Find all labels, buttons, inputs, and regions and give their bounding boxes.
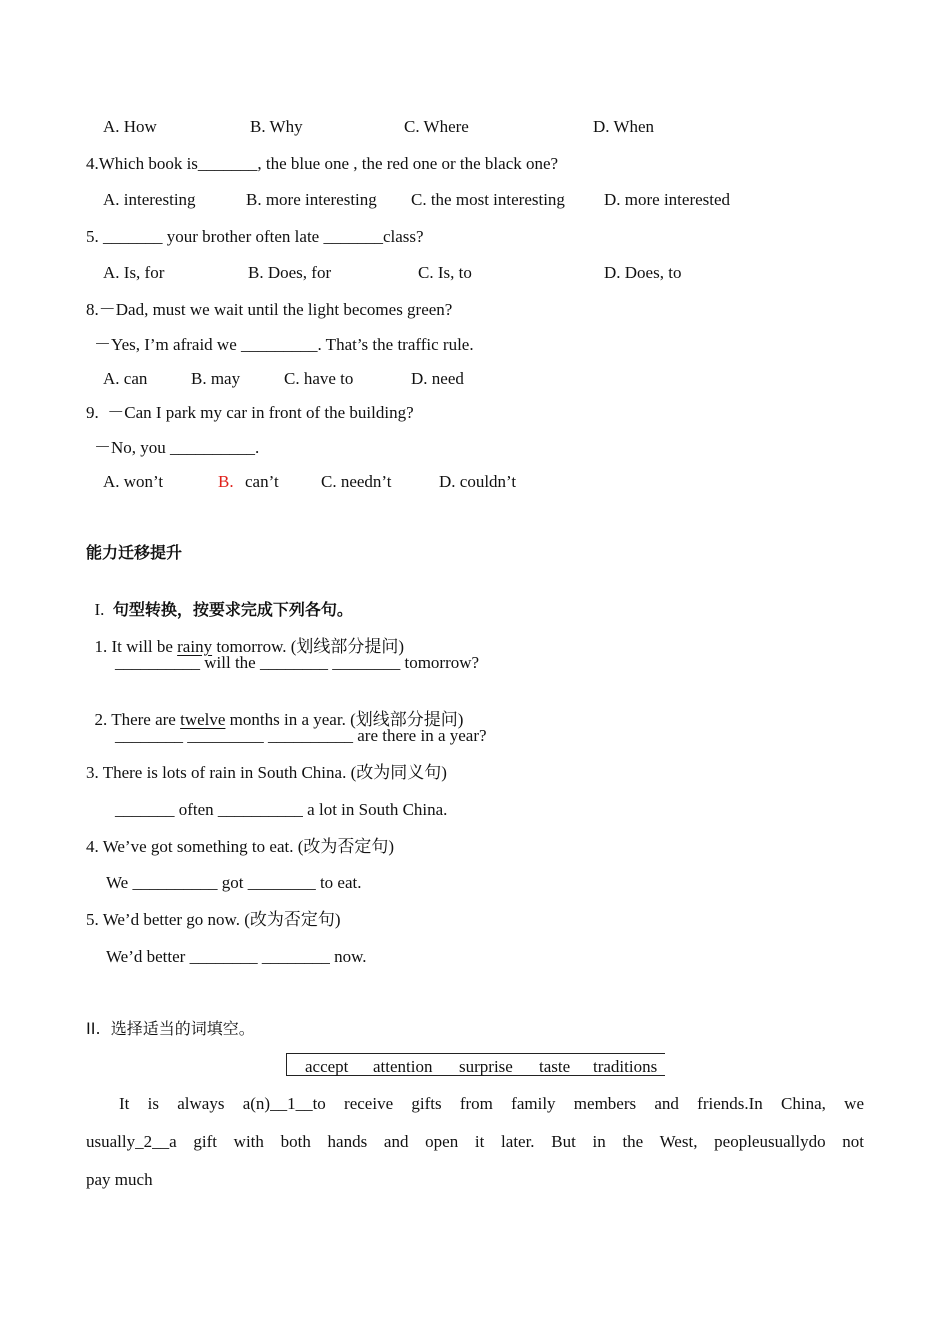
passage: [86, 1085, 864, 1199]
word-bank-item: surprise: [459, 1057, 513, 1076]
underlined-word: twelve: [180, 710, 226, 729]
option-d: D. more interested: [604, 190, 731, 209]
option-b: can’t: [245, 472, 279, 491]
transform-answer-2: ________ _________ __________ are there in a year?: [115, 726, 487, 745]
word-bank-item: traditions: [593, 1057, 658, 1076]
option-c: C. Where: [404, 117, 469, 136]
option-d: D. couldn’t: [439, 472, 517, 491]
part-2-heading: II. 选择适当的词填空。: [86, 1019, 255, 1038]
transform-item-1: 1. It will be rainy tomorrow. (划线部分提问): [94, 637, 405, 656]
option-a: A. How: [103, 117, 157, 136]
option-c: C. Is, to: [418, 263, 472, 282]
option-c: C. have to: [284, 369, 354, 388]
passage-line: usually_2__a gift with both hands and open it later. But in the West, peopleusuallydo not: [86, 1132, 864, 1151]
question-9-stem: 9. －Can I park my car in front of the building?: [86, 403, 414, 422]
passage-line: It is always a(n)__1__to receive gifts from family members and friends.In China, we: [119, 1094, 864, 1113]
question-9-reply: －No, you __________.: [94, 438, 260, 457]
transform-answer-1: __________ will the ________ ________ tomorrow?: [115, 653, 480, 672]
question-8-stem: 8.－Dad, must we wait until the light becomes green?: [86, 300, 453, 319]
option-b: B. may: [191, 369, 241, 388]
option-d: D. Does, to: [604, 263, 682, 282]
question-8-reply: －Yes, I’m afraid we _________. That’s the traffic rule.: [94, 335, 474, 354]
option-a: A. interesting: [103, 190, 196, 209]
option-b: B. more interesting: [246, 190, 377, 209]
transform-item-5: 5. We’d better go now. (改为否定句): [86, 910, 341, 929]
word-bank-item: attention: [373, 1057, 433, 1076]
section-title: 能力迁移提升: [86, 543, 183, 562]
option-a: A. Is, for: [103, 263, 165, 282]
part-1-number: I.: [94, 600, 105, 619]
part-1-instruction: 句型转换，按要求完成下列各句。: [112, 600, 353, 619]
transform-answer-5: We’d better ________ ________ now.: [106, 947, 367, 966]
option-a: A. can: [103, 369, 148, 388]
transform-item-4: 4. We’ve got something to eat. (改为否定句): [86, 837, 395, 856]
underlined-word: rainy: [177, 637, 213, 656]
question-5-stem: 5. _______ your brother often late _______class?: [86, 227, 424, 246]
word-bank-item: accept: [305, 1057, 349, 1076]
transform-item-2: 2. There are twelve months in a year. (划线部分提问): [94, 710, 464, 729]
option-c: C. needn’t: [321, 472, 392, 491]
option-b: B. Why: [250, 117, 303, 136]
word-bank-item: taste: [539, 1057, 571, 1076]
option-b: B. Does, for: [248, 263, 332, 282]
option-c: C. the most interesting: [411, 190, 565, 209]
option-d: D. When: [593, 117, 655, 136]
option-b-answer-mark: B.: [218, 472, 234, 491]
transform-answer-4: We __________ got ________ to eat.: [106, 873, 362, 892]
word-bank: [286, 1053, 665, 1076]
question-4-stem: 4.Which book is_______, the blue one , the red one or the black one?: [86, 154, 559, 173]
passage-line: pay much: [86, 1170, 153, 1189]
transform-answer-3: _______ often __________ a lot in South China.: [115, 800, 448, 819]
option-a: A. won’t: [103, 472, 164, 491]
part-1-heading: [86, 580, 353, 620]
transform-item-3: 3. There is lots of rain in South China. (改为同义句): [86, 763, 447, 782]
option-d: D. need: [411, 369, 464, 388]
